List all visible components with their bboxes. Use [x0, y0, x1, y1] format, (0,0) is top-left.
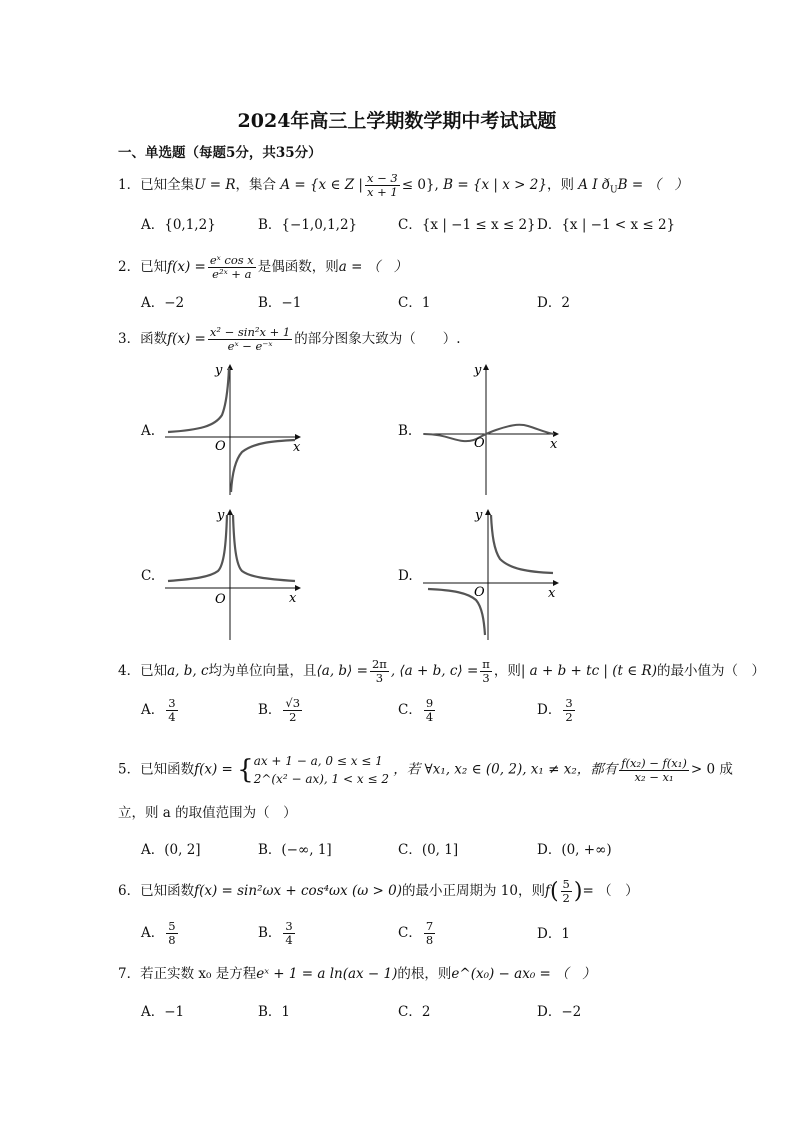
q3-option-b-label[interactable]: B.: [398, 423, 413, 439]
q2-stem-b: 是偶函数，则: [257, 259, 339, 275]
q7-stem-b: 的根，则: [397, 966, 452, 982]
q5-case-1: ax + 1 − a, 0 ≤ x ≤ 1: [253, 754, 383, 768]
q4-a-den: 4: [168, 710, 176, 724]
q7-option-b[interactable]: B．1: [258, 1004, 291, 1020]
origin-label: O: [215, 592, 226, 607]
q5-option-c[interactable]: C．(0, 1]: [398, 842, 459, 858]
curve: [424, 425, 554, 441]
q2-fx: f(x) =: [167, 259, 206, 275]
q3-num: x² − sin²x + 1: [209, 325, 291, 339]
q6-b-frac: [283, 920, 294, 947]
q4-c-label: C．: [398, 702, 422, 718]
q3-fx: f(x) =: [167, 331, 206, 347]
q1-frac-den: x + 1: [366, 185, 398, 199]
question-1: [118, 172, 688, 199]
q2-option-a[interactable]: A．−2: [141, 295, 185, 311]
q6-b-den: 4: [285, 933, 293, 947]
q2-option-d[interactable]: D．2: [537, 295, 570, 311]
q4-d-label: D．: [537, 702, 562, 718]
q3-graph-a[interactable]: [160, 360, 310, 500]
q4-c-num: 9: [425, 696, 434, 710]
q6-f-den: 2: [562, 891, 570, 905]
q2-den: e²ˣ + a: [212, 267, 252, 281]
x-label: x: [548, 586, 556, 601]
q1-expr-sub: U: [610, 185, 618, 196]
q5-stem-b: ，若 ∀x₁, x₂ ∈ (0, 2), x₁ ≠ x₂，都有: [393, 761, 618, 778]
q5-brace: {: [237, 755, 254, 785]
q1-set-a-pre: A = {x ∈ Z |: [280, 177, 363, 193]
q5-option-b[interactable]: B．(−∞, 1]: [258, 842, 332, 858]
q5-option-a[interactable]: A．(0, 2]: [141, 842, 201, 858]
q5-num: f(x₂) − f(x₁): [621, 755, 687, 770]
x-label: x: [289, 591, 297, 606]
q5-stem-a: 5．已知函数: [118, 761, 195, 778]
q4-a2-num: π: [482, 657, 490, 671]
q5-den: x₂ − x₁: [634, 769, 674, 784]
q6-f: f: [544, 883, 550, 899]
q5-fraction: [619, 757, 689, 784]
q3-graph-b[interactable]: [418, 360, 568, 500]
q3-option-d-label[interactable]: D.: [398, 568, 413, 584]
q4-stem-a: 4．已知: [118, 663, 168, 679]
x-label: x: [550, 437, 558, 452]
q6-a-num: 5: [168, 919, 176, 933]
q4-a-frac: [166, 697, 177, 724]
q1-set-a-post: ≤ 0},: [401, 177, 439, 193]
q4-angle-1: ⟨a, b⟩ =: [316, 663, 368, 679]
q1-set-b: B = {x | x > 2}: [443, 177, 547, 193]
q4-norm: | a + b + tc | (t ∈ R): [520, 663, 657, 679]
q3-graph-c[interactable]: [160, 505, 310, 645]
q1-universal-set: U = R: [194, 177, 236, 193]
q6-b-label: B．: [258, 925, 282, 941]
q4-stem-d: 的最小值为（ ）: [656, 663, 765, 679]
q4-a-num: 3: [168, 696, 176, 710]
q4-b-den: 2: [289, 710, 297, 724]
q6-stem-b: 的最小正周期为 10，则: [401, 883, 545, 899]
x-label: x: [293, 440, 301, 455]
question-5: [118, 752, 733, 788]
curve-right: [491, 515, 553, 573]
q2-stem-a: 2．已知: [118, 259, 168, 275]
q2-num: eˣ cos x: [209, 253, 254, 267]
q5-cases: [254, 752, 389, 788]
q7-ask: e^(x₀) − ax₀ = （ ）: [451, 966, 596, 982]
q4-c-den: 4: [425, 710, 434, 724]
q1-expr: A I ð: [578, 177, 611, 193]
q4-vectors: a, b, c: [167, 663, 209, 679]
q4-b-label: B．: [258, 702, 282, 718]
q4-a2-den: 3: [482, 671, 490, 685]
q4-option-a[interactable]: [141, 697, 180, 724]
q7-eq: eˣ + 1 = a ln(ax − 1): [256, 966, 398, 982]
q1-stem-b: ，集合: [235, 177, 277, 193]
q5-case-2: 2^(x² − ax), 1 < x ≤ 2: [253, 772, 389, 786]
question-6: [118, 878, 639, 905]
q6-option-c[interactable]: [398, 920, 437, 947]
q4-option-c[interactable]: [398, 697, 437, 724]
q4-a1-num: 2π: [371, 657, 387, 671]
q4-stem-c: ，则: [493, 663, 521, 679]
question-3: [118, 326, 461, 353]
q5-line-2: 立，则 a 的取值范围为（ ）: [118, 805, 297, 821]
q3-fraction: [208, 326, 292, 353]
q7-stem-a: 7．若正实数 x₀ 是方程: [118, 966, 257, 982]
q4-option-b[interactable]: [258, 697, 304, 724]
q6-c-den: 8: [425, 933, 434, 947]
q6-stem-c: = （ ）: [582, 883, 639, 899]
q6-a-den: 8: [168, 933, 176, 947]
q3-stem-a: 3．函数: [118, 331, 168, 347]
q1-stem-a: 1．已知全集: [118, 177, 195, 193]
q3-graph-d[interactable]: [418, 505, 568, 645]
q1-option-b[interactable]: B．{−1,0,1,2}: [258, 217, 358, 233]
q3-stem-b: 的部分图象大致为（ ）.: [294, 331, 461, 347]
q6-b-num: 3: [285, 919, 293, 933]
q6-lparen: (: [549, 879, 559, 904]
q4-angle-2-frac: [480, 658, 492, 685]
q4-d-den: 2: [565, 710, 573, 724]
q4-b-frac: [283, 697, 302, 724]
q2-fraction: [208, 254, 256, 281]
q6-rparen: ): [573, 879, 583, 904]
q4-d-num: 3: [565, 696, 573, 710]
q4-c-frac: [424, 697, 435, 724]
q6-c-label: C．: [398, 925, 422, 941]
q6-c-frac: [424, 920, 435, 947]
q6-option-d[interactable]: D．1: [537, 926, 570, 942]
q4-d-frac: [563, 697, 574, 724]
q4-angle-1-frac: [370, 658, 389, 685]
q1-set-a-fraction: [365, 172, 400, 199]
question-4: [118, 658, 765, 685]
origin-label: O: [474, 585, 485, 600]
question-7: [118, 962, 596, 982]
q1-frac-num: x − 3: [366, 171, 398, 185]
q6-option-a[interactable]: [141, 920, 180, 947]
q3-option-c-label[interactable]: C.: [141, 568, 156, 584]
q1-option-d[interactable]: D．{x | −1 < x ≤ 2}: [537, 217, 676, 233]
y-label: y: [474, 363, 482, 378]
q5-stem-c: > 0 成: [690, 761, 733, 778]
q6-f-num: 5: [562, 877, 570, 891]
q1-stem-c: ，则: [546, 177, 574, 193]
q6-stem-a: 6．已知函数: [118, 883, 195, 899]
q6-expr: f(x) = sin²ωx + cos⁴ωx (ω > 0): [194, 883, 402, 899]
q2-option-b[interactable]: B．−1: [258, 295, 302, 311]
q7-option-c[interactable]: C．2: [398, 1004, 431, 1020]
section-heading: 一、单选题（每题5分，共35分）: [118, 145, 322, 161]
q2-ask: a = （ ）: [338, 259, 408, 275]
question-2: [118, 254, 407, 281]
y-label: y: [217, 508, 225, 523]
origin-label: O: [474, 436, 485, 451]
q3-option-a-label[interactable]: A.: [141, 423, 156, 439]
q2-option-c[interactable]: C．1: [398, 295, 431, 311]
page-title: 2024年高三上学期数学期中考试试题: [237, 110, 557, 132]
q4-option-d[interactable]: [537, 697, 577, 724]
q4-b-num: √3: [285, 696, 301, 710]
q4-a1-den: 3: [375, 671, 384, 685]
y-label: y: [475, 508, 483, 523]
q7-option-a[interactable]: A．−1: [141, 1004, 185, 1020]
curve-left: [168, 515, 227, 581]
q6-f-frac: [561, 878, 572, 905]
q4-stem-b: 均为单位向量，且: [208, 663, 317, 679]
origin-label: O: [215, 439, 226, 454]
curve-right: [233, 515, 295, 581]
q6-a-frac: [166, 920, 177, 947]
q1-option-c[interactable]: C．{x | −1 ≤ x ≤ 2}: [398, 217, 536, 233]
curve-right: [231, 440, 295, 492]
q1-option-a[interactable]: A．{0,1,2}: [141, 217, 216, 233]
q6-a-label: A．: [141, 925, 165, 941]
q3-den: eˣ − e⁻ˣ: [227, 339, 273, 353]
q4-angle-2: , ⟨a + b, c⟩ =: [390, 663, 479, 679]
q6-c-num: 7: [425, 919, 434, 933]
y-label: y: [215, 363, 223, 378]
q6-option-b[interactable]: [258, 920, 297, 947]
q7-option-d[interactable]: D．−2: [537, 1004, 582, 1020]
q5-option-d[interactable]: D．(0, +∞): [537, 842, 612, 858]
q5-fx: f(x) =: [194, 761, 233, 778]
q4-a-label: A．: [141, 702, 165, 718]
q1-expr-tail: B = （ ）: [617, 177, 688, 193]
